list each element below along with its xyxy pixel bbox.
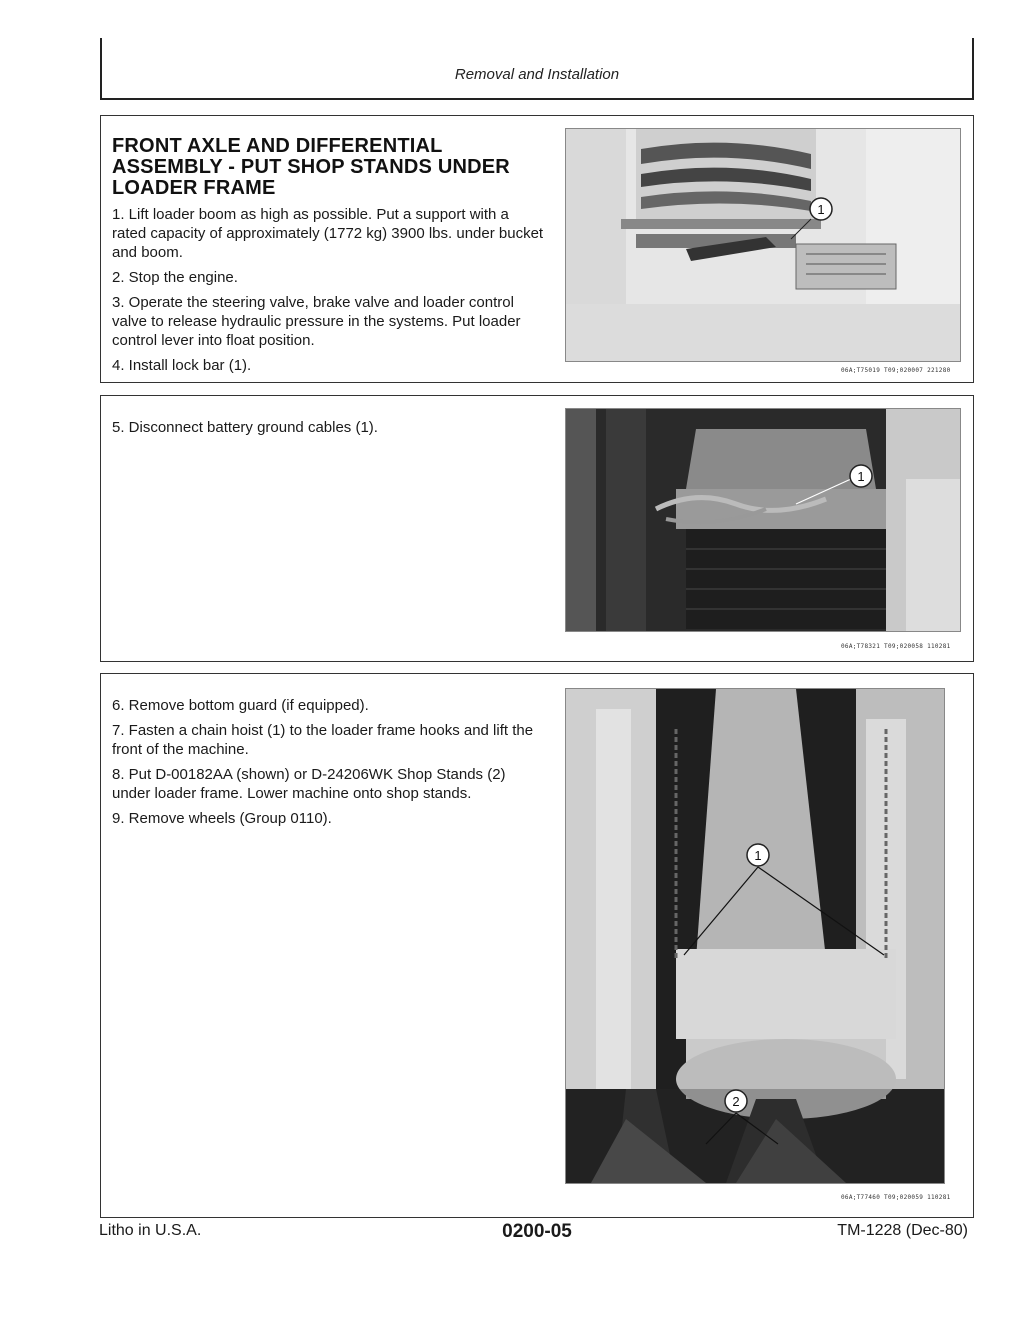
- footer-doc-id: TM-1228 (Dec-80): [837, 1222, 968, 1239]
- section-shop-stands: [100, 673, 974, 1218]
- lock-bar-photo: [565, 128, 961, 362]
- section-battery: [100, 395, 974, 662]
- photo-code: 06A;T75019 T09;020007 221280: [841, 367, 951, 374]
- step-6: 6. Remove bottom guard (if equipped).: [112, 697, 369, 714]
- step-5: 5. Disconnect battery ground cables (1).: [112, 419, 378, 436]
- step-1: 1. Lift loader boom as high as possible. Put a support with a rated capacity of approximately (1772 kg) 3900 lbs. under bucket and boom.: [112, 206, 544, 261]
- section3-text: [112, 696, 546, 834]
- page-number: 0200-05: [502, 1221, 572, 1242]
- step-2: 2. Stop the engine.: [112, 269, 238, 286]
- callout-label: 1: [857, 469, 865, 484]
- photo-code: 06A;T77460 T09;020059 110281: [841, 1194, 951, 1201]
- section-lock-bar: [100, 115, 974, 383]
- callout-label: 1: [817, 202, 825, 217]
- step-3: 3. Operate the steering valve, brake valve and loader control valve to release hydraulic pressure in the systems. Put loader control lever into float position.: [112, 294, 521, 349]
- section1-text: [112, 136, 546, 381]
- step-8: 8. Put D-00182AA (shown) or D-24206WK Shop Stands (2) under loader frame. Lower machine onto shop stands.: [112, 766, 506, 802]
- callout-label: 2: [732, 1094, 740, 1109]
- step-4: 4. Install lock bar (1).: [112, 357, 252, 374]
- shop-stands-photo: [565, 688, 945, 1184]
- callout-label: 1: [754, 848, 762, 863]
- section2-text: [112, 418, 546, 443]
- section-heading: FRONT AXLE AND DIFFERENTIAL ASSEMBLY - PUT SHOP STANDS UNDER LOADER FRAME: [112, 135, 510, 199]
- photo-code: 06A;T78321 T09;020058 110281: [841, 643, 951, 650]
- step-7: 7. Fasten a chain hoist (1) to the loader frame hooks and lift the front of the machine.: [112, 722, 534, 758]
- step-9: 9. Remove wheels (Group 0110).: [112, 810, 332, 827]
- battery-photo: [565, 408, 961, 632]
- header-title: Removal and Installation: [454, 66, 620, 83]
- footer-litho: Litho in U.S.A.: [99, 1222, 202, 1239]
- page-header: [100, 38, 974, 100]
